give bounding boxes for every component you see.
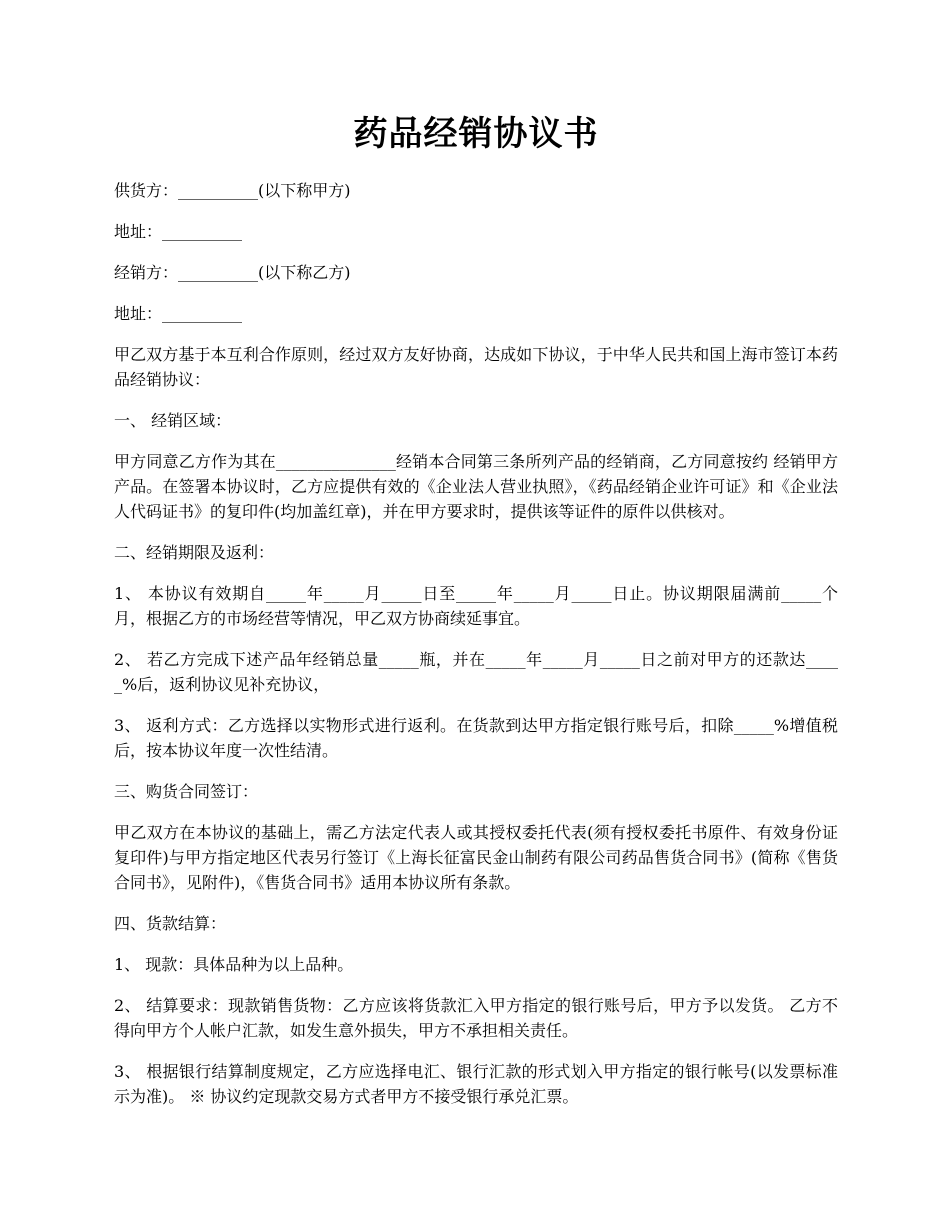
clause-4-2: 2、 结算要求：现款销售货物：乙方应该将货款汇入甲方指定的银行账号后，甲方予以发货。 乙方不得向甲方个人帐户汇款，如发生意外损失，甲方不承担相关责任。 bbox=[114, 996, 838, 1040]
clause-4-1: 1、 现款：具体品种为以上品种。 bbox=[114, 955, 354, 974]
section-heading-3: 三、购货合同签订： bbox=[114, 782, 259, 801]
clause-2-2: 2、 若乙方完成下述产品年经销总量_____瓶，并在_____年_____月_____日之前对甲方的还款达_____%后，返利协议见补充协议， bbox=[114, 650, 838, 694]
section-heading-1: 一、 经销区域： bbox=[114, 411, 232, 430]
clause-2-1: 1、 本协议有效期自_____年_____月_____日至_____年_____月_____日止。协议期限届满前_____个月，根据乙方的市场经营等情况，甲乙双方协商续延事宜。 bbox=[114, 584, 838, 628]
section-3-paragraph: 甲乙双方在本协议的基础上，需乙方法定代表人或其授权委托代表(须有授权委托书原件、有效身份证复印件)与甲方指定地区代表另行签订《上海长征富民金山制药有限公司药品售货合同书》(简称《售货合同书》，见附件)，《售货合同书》适用本协议所有条款。 bbox=[114, 823, 838, 892]
supplier-line: 供货方：__________(以下称甲方) bbox=[114, 181, 351, 200]
document-title: 药品经销协议书 bbox=[353, 114, 599, 154]
section-heading-4: 四、货款结算： bbox=[114, 914, 227, 933]
section-heading-2: 二、经销期限及返利： bbox=[114, 543, 275, 562]
clause-4-3: 3、 根据银行结算制度规定，乙方应选择电汇、银行汇款的形式划入甲方指定的银行帐号(以发票标准示为准)。 ※ 协议约定现款交易方式者甲方不接受银行承兑汇票。 bbox=[114, 1062, 838, 1106]
document-body bbox=[114, 178, 838, 1125]
distributor-address-line: 地址：__________ bbox=[114, 304, 243, 323]
section-1-paragraph: 甲方同意乙方作为其在_______________经销本合同第三条所列产品的经销商，乙方同意按约 经销甲方产品。在签署本协议时，乙方应提供有效的《企业法人营业执照》，《药品经销企业许可证》和《企业法人代码证书》的复印件(均加盖红章)，并在甲方要求时，提供该等证件的原件以供核对。 bbox=[114, 452, 838, 521]
supplier-address-line: 地址：__________ bbox=[114, 222, 243, 241]
preamble-paragraph: 甲乙双方基于本互利合作原则，经过双方友好协商，达成如下协议，于中华人民共和国上海市签订本药品经销协议： bbox=[114, 345, 838, 389]
distributor-line: 经销方：__________(以下称乙方) bbox=[114, 263, 351, 282]
clause-2-3: 3、 返利方式：乙方选择以实物形式进行返利。在货款到达甲方指定银行账号后，扣除_____%增值税后，按本协议年度一次性结清。 bbox=[114, 716, 838, 760]
